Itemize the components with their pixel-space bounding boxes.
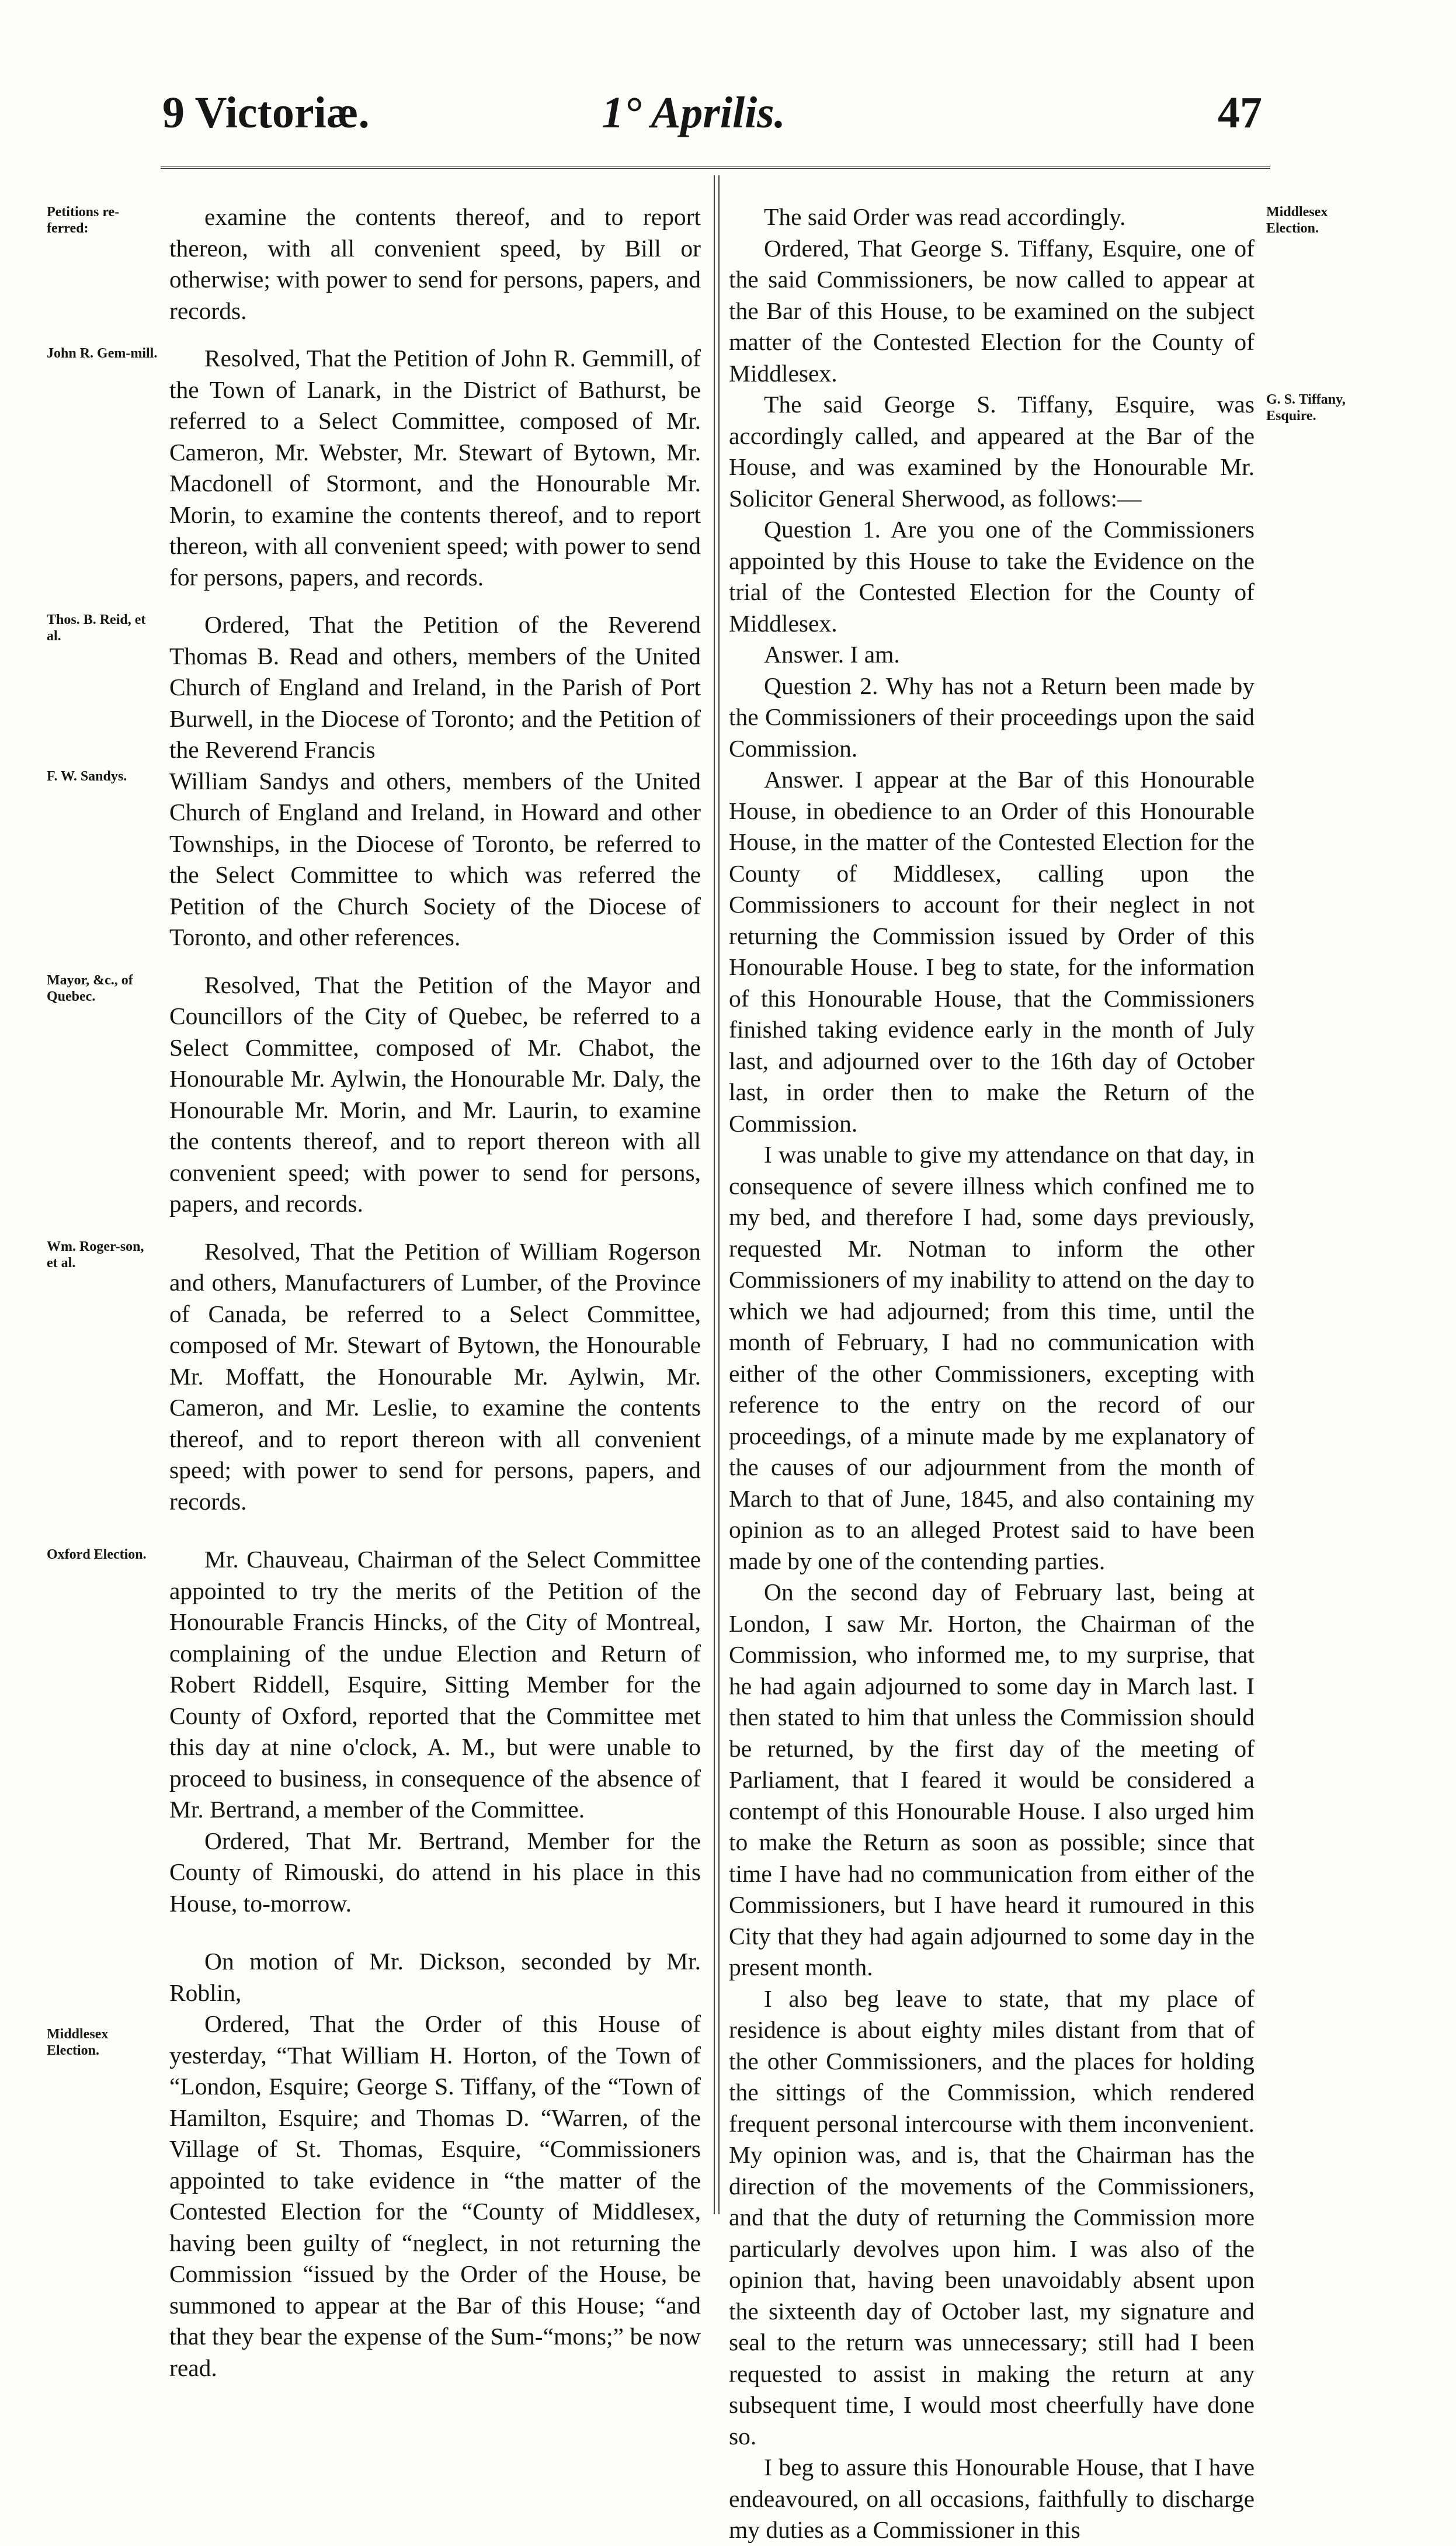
margin-note: Wm. Roger-son, et al. bbox=[47, 1239, 144, 1271]
header-rule bbox=[161, 167, 1270, 169]
page-number: 47 bbox=[1218, 88, 1262, 137]
margin-note: Thos. B. Reid, et al. bbox=[47, 612, 146, 644]
spacer bbox=[169, 953, 701, 970]
margin-note: Middlesex Election. bbox=[1266, 204, 1328, 236]
spacer bbox=[169, 1220, 701, 1236]
journal-entry bbox=[729, 764, 1255, 1139]
entry-text: The said Order was read accordingly. bbox=[764, 203, 1126, 230]
column-divider bbox=[714, 175, 720, 2214]
answer-text: Answer. I am. bbox=[764, 641, 900, 668]
left-column bbox=[47, 202, 701, 2384]
entry-text: Ordered, That the Order of this House of yesterday, “That William H. Horton, of the Town of “London, Esquire; George S. Tiffany, of the “Town of Hamilton, Esquire; and Thomas D. “Warren, of the Village of St. Thomas, Esquire, “Commissioners appointed to take evidence in “the matter of the Contested Election for the “County of Middlesex, having been guilty of “neglect, in not returning the Commission “issued by the Order of the House, be summoned to appear at the Bar of this House; “and that they bear the expense of the Sum-“mons;” be now read. bbox=[169, 2010, 701, 2381]
journal-entry bbox=[47, 1236, 701, 1518]
spacer bbox=[169, 1919, 701, 1946]
answer-text: Answer. I appear at the Bar of this Honourable House, in obedience to an Order of this Honourable House, in the matter of the Contested Election for the County of Middlesex, calling upon the Commissioners to account for their neglect in not returning the Commission issued by Order of this Honourable House. I beg to state, for the information of this Honourable House, that the Commissioners finished taking evidence early in the month of July last, and adjourned over to the 16th day of October last, in order then to make the Return of the Commission. bbox=[729, 766, 1255, 1137]
margin-note: Petitions re-ferred: bbox=[47, 204, 120, 236]
entry-text: Resolved, That the Petition of the Mayor and Councillors of the City of Quebec, be referred to a Select Committee, composed of Mr. Chabot, the Honourable Mr. Aylwin, the Honourable Mr. Daly, the Honourable Mr. Morin, and Mr. Laurin, to examine the contents thereof, and to report thereon with all convenient speed; with power to send for persons, papers, and records. bbox=[169, 971, 701, 1217]
journal-entry bbox=[47, 343, 701, 593]
journal-entry bbox=[729, 233, 1255, 390]
journal-entry bbox=[47, 609, 701, 766]
journal-entry bbox=[729, 2452, 1255, 2546]
question-text: Question 1. Are you one of the Commissioners appointed by this House to take the Evidence on the trial of the Contested Election for the County of Middlesex. bbox=[729, 516, 1255, 637]
journal-entry bbox=[729, 1577, 1255, 1983]
entry-text: Resolved, That the Petition of John R. Gemmill, of the Town of Lanark, in the District of Bathurst, be referred to a Select Committee, composed of Mr. Cameron, Mr. Webster, Mr. Stewart of Bytown, Mr. Macdonell of Stormont, and the Honourable Mr. Morin, to examine the contents thereof, and to report thereon, with all convenient speed; with power to send for persons, papers, and records. bbox=[169, 345, 701, 591]
entry-text: I was unable to give my attendance on that day, in consequence of severe illness which confined me to my bed, and therefore I had, some days previously, requested Mr. Notman to inform the other Commissioners of my inability to attend on the day to which we had adjourned; from this time, until the month of February, I had no communication with either of the other Commissioners, excepting with reference to the entry on the record of our proceedings, of a minute made by me explanatory of the causes of our adjournment from the month of March to that of June, 1845, and also containing my opinion as to an alleged Protest said to have been made by one of the contending parties. bbox=[729, 1141, 1255, 1574]
margin-note: Mayor, &c., of Quebec. bbox=[47, 972, 133, 1004]
journal-entry bbox=[729, 671, 1255, 765]
entry-text: Resolved, That the Petition of William Rogerson and others, Manufacturers of Lumber, of the Province of Canada, be referred to a Select Committee, composed of Mr. Stewart of Bytown, the Honourable Mr. Moffatt, the Honourable Mr. Aylwin, Mr. Cameron, and Mr. Leslie, to examine the contents thereof, and to report thereon with all convenient speed; with power to send for persons, papers, and records. bbox=[169, 1237, 701, 1515]
journal-entry bbox=[729, 639, 1255, 671]
spacer bbox=[169, 593, 701, 609]
sitting-date: 1° Aprilis. bbox=[602, 88, 786, 137]
spacer bbox=[169, 1517, 701, 1544]
journal-entry bbox=[47, 970, 701, 1220]
margin-note: F. W. Sandys. bbox=[47, 768, 127, 784]
spacer bbox=[169, 327, 701, 343]
entry-text: I also beg leave to state, that my place of residence is about eighty miles distant from that of the other Commissioners, and the places for holding the sittings of the Commission, which rendered frequent personal intercourse with them inconvenient. My opinion was, and is, that the Chairman has the direction of the movements of the Commissioners, and that the duty of returning the Commission more particularly devolves upon him. I was also of the opinion that, having been unavoidably absent upon the sixteenth day of October last, my signature and seal to the return was unnecessary; still had I been requested to assist in making the return at any subsequent time, I would most cheerfully have done so. bbox=[729, 1985, 1255, 2450]
entry-text: Mr. Chauveau, Chairman of the Select Committee appointed to try the merits of the Petition of the Honourable Francis Hincks, of the City of Montreal, complaining of the undue Election and Return of Robert Riddell, Esquire, Sitting Member for the County of Oxford, reported that the Committee met this day at nine o'clock, A. M., but were unable to proceed to business, in consequence of the absence of Mr. Bertrand, a member of the Committee. bbox=[169, 1546, 701, 1823]
entry-text: On motion of Mr. Dickson, seconded by Mr. Roblin, bbox=[169, 1948, 701, 2006]
journal-entry bbox=[169, 1946, 701, 2009]
journal-entry bbox=[47, 2009, 701, 2384]
regnal-year: 9 Victoriæ. bbox=[162, 88, 370, 137]
question-text: Question 2. Why has not a Return been made by the Commissioners of their proceedings upon the said Commission. bbox=[729, 672, 1255, 762]
entry-text: Ordered, That Mr. Bertrand, Member for the County of Rimouski, do attend in his place in this House, to-morrow. bbox=[169, 1827, 701, 1917]
journal-entry bbox=[729, 202, 1328, 236]
entry-text: I beg to assure this Honourable House, that I have endeavoured, on all occasions, faithfully to discharge my duties as a Commissioner in this bbox=[729, 2454, 1255, 2543]
margin-note: G. S. Tiffany, Esquire. bbox=[1266, 392, 1346, 424]
entry-text: Ordered, That George S. Tiffany, Esquire, one of the said Commissioners, be now called to appear at the Bar of this House, to be examined on the subject matter of the Contested Election for the County of Middlesex. bbox=[729, 234, 1255, 387]
entry-text: The said George S. Tiffany, Esquire, was accordingly called, and appeared at the Bar of the House, and was examined by the Honourable Mr. Solicitor General Sherwood, as follows:— bbox=[729, 391, 1255, 512]
entry-text: On the second day of February last, being at London, I saw Mr. Horton, the Chairman of the Commission, who informed me, to my surprise, that he had again adjourned to some day in March last. I then stated to him that unless the Commission should be returned, by the first day of the meeting of Parliament, that I feared it would be considered a contempt of this Honourable House. I also urged him to make the Return as soon as possible; since that time I have had no communication from either of the Commissioners, but I have heard it rumoured in this City that they had again adjourned to some day in the present month. bbox=[729, 1579, 1255, 1980]
journal-entry bbox=[47, 202, 701, 327]
page-header bbox=[0, 88, 1456, 152]
journal-entry bbox=[729, 1983, 1255, 2453]
margin-note: Oxford Election. bbox=[47, 1547, 147, 1562]
journal-entry bbox=[729, 389, 1346, 514]
entry-text: examine the contents thereof, and to report thereon, with all convenient speed, by Bill or otherwise; with power to send for persons, papers, and records. bbox=[169, 203, 701, 324]
journal-entry bbox=[47, 766, 701, 953]
journal-entry bbox=[729, 1139, 1255, 1577]
journal-entry bbox=[169, 1826, 701, 1920]
right-column bbox=[729, 202, 1346, 2546]
entry-text: William Sandys and others, members of the United Church of England and Ireland, in Howard and other Townships, in the Diocese of Toronto, be referred to the Select Committee to which was referred the Petition of the Church Society of the Diocese of Toronto, and other references. bbox=[169, 767, 701, 951]
margin-note: Middlesex Election. bbox=[47, 2027, 109, 2058]
margin-note: John R. Gem-mill. bbox=[47, 346, 158, 361]
journal-entry bbox=[729, 514, 1255, 639]
entry-text: Ordered, That the Petition of the Reverend Thomas B. Read and others, members of the United Church of England and Ireland, in the Parish of Port Burwell, in the Diocese of Toronto; and the Petition of the Reverend Francis bbox=[169, 611, 701, 763]
journal-entry bbox=[47, 1544, 701, 1826]
